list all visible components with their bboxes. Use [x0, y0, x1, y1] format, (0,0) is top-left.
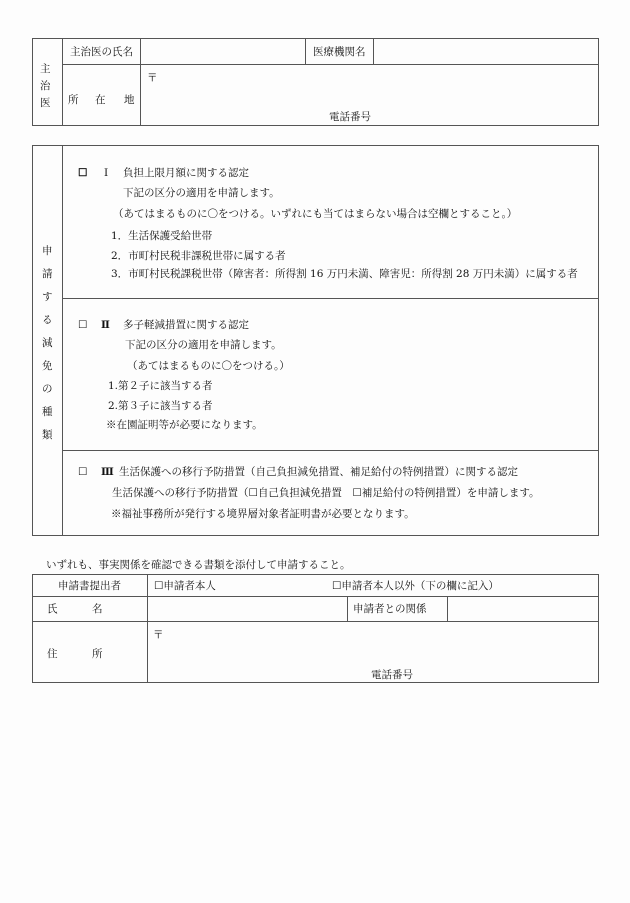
section1-line1: 下記の区分の適用を申請します。	[123, 187, 280, 199]
institution-label: 医療機関名	[313, 46, 366, 58]
section2-note: ※在園証明等が必要になります。	[106, 419, 263, 431]
submitter-note: いずれも、事実関係を確認できる書類を添付して申請すること。	[46, 559, 351, 571]
section2-line1: 下記の区分の適用を申請します。	[125, 339, 282, 351]
section2-title: 多子軽減措置に関する認定	[123, 319, 249, 331]
divider	[347, 596, 348, 621]
divider	[62, 38, 63, 126]
phone-label: 電話番号	[329, 111, 371, 123]
section2-numeral: Ⅱ	[101, 319, 110, 331]
divider	[62, 298, 599, 299]
section3-line1[interactable]: 生活保護への移行予防措置（☐自己負担減免措置 ☐補足給付の特例措置）を申請します。	[112, 487, 540, 499]
address-label: 所	[68, 94, 79, 106]
section3-checkbox[interactable]: ☐	[78, 466, 88, 478]
section2-checkbox[interactable]: ☐	[78, 319, 88, 331]
address-label: 所	[92, 648, 103, 660]
relation-label: 申請者との関係	[353, 603, 427, 615]
reduction-side-label: る	[42, 314, 53, 326]
reduction-side-label: 請	[42, 268, 53, 280]
doctor-side-label: 治	[40, 80, 51, 92]
reduction-side-label: 免	[42, 360, 53, 372]
doctor-side-label: 主	[40, 63, 51, 75]
section1-item: 3．市町村民税課税世帯（障害者：所得割 16 万円未満、障害児：所得割 28 万円未満）に属する者	[111, 268, 578, 280]
doctor-side-label: 医	[40, 97, 51, 109]
section1-numeral: I	[104, 167, 109, 179]
section1-line2: （あてはまるものに〇をつける。いずれにも当てはまらない場合は空欄とすること。）	[113, 208, 518, 220]
section1-checkbox[interactable]: ☐	[78, 167, 88, 179]
section3-note: ※福祉事務所が発行する境界層対象者証明書が必要となります。	[111, 508, 415, 520]
phone-label: 電話番号	[371, 669, 413, 681]
postal-mark: 〒	[147, 72, 158, 84]
name-label: 氏	[47, 603, 58, 615]
submitter-name-field[interactable]	[148, 597, 346, 620]
address-label: 住	[47, 648, 58, 660]
section3-title: 生活保護への移行予防措置（自己負担減免措置、補足給付の特例措置）に関する認定	[119, 466, 518, 478]
doctor-name-field[interactable]	[141, 39, 304, 64]
submitter-label: 申請書提出者	[58, 580, 121, 592]
reduction-side-label: 種	[42, 406, 53, 418]
divider	[62, 145, 63, 536]
option-self[interactable]: ☐申請者本人	[154, 580, 216, 592]
section1-title: 負担上限月額に関する認定	[123, 167, 249, 179]
section3-numeral: Ⅲ	[101, 466, 114, 478]
section1-item: 2．市町村民税非課税世帯に属する者	[111, 250, 286, 262]
doctor-name-label: 主治医の氏名	[70, 46, 133, 58]
divider	[62, 450, 599, 451]
option-other[interactable]: ☐申請者本人以外（下の欄に記入）	[332, 580, 499, 592]
section2-line2: （あてはまるものに〇をつける。）	[127, 360, 290, 372]
address-label: 在	[95, 94, 106, 106]
address-label: 地	[124, 94, 135, 106]
reduction-side-label: の	[42, 383, 53, 395]
divider	[305, 38, 306, 65]
reduction-side-label: 減	[42, 337, 53, 349]
section2-item: 2.第３子に該当する者	[108, 400, 213, 412]
reduction-side-label: 申	[42, 245, 53, 257]
institution-field[interactable]	[374, 39, 598, 64]
reduction-side-label: 類	[42, 429, 53, 441]
relation-field[interactable]	[448, 597, 598, 620]
postal-mark: 〒	[153, 629, 164, 641]
name-label: 名	[92, 603, 103, 615]
reduction-side-label: す	[42, 291, 53, 303]
section2-item: 1.第２子に該当する者	[108, 380, 213, 392]
section1-item: 1．生活保護受給世帯	[111, 230, 213, 242]
